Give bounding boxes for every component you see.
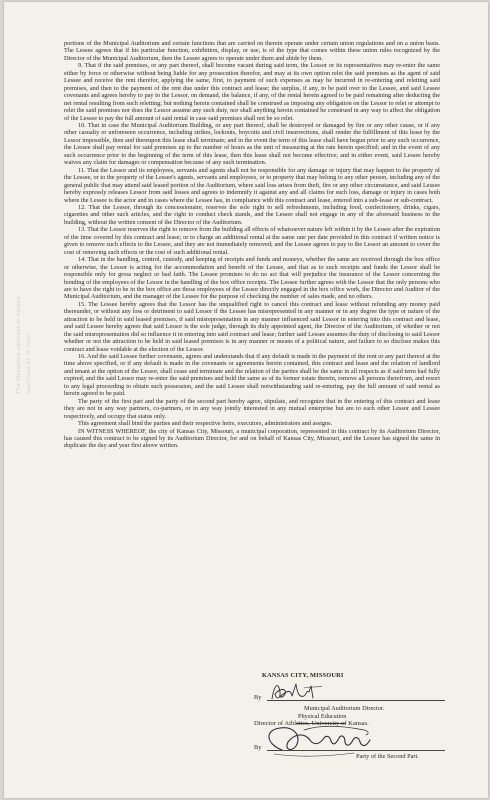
signer-department: Physical Education bbox=[298, 713, 347, 720]
contract-paragraph: 16. And the said Lessee further covenants, agrees and understands that if any default is made in the payment of the rent or any part thereof at the time above specified, or if any default is made in the covenants or agreements herein contained, this contract and lease and the relation of landlord and tenant at the option of the Lessor, shall cease and terminate and the relation of the parties shall be the same in all respects as if said term had fully expired, and the said Lessor may re-enter the said premises and hold the same as of its former estate therein, remove all persons therefrom, and resort to any legal proceeding to obtain such possession, and the said Lessee shall notwithstanding said re-entering, pay the full amount of said rental as herein agreed to be paid. bbox=[64, 353, 440, 398]
contract-paragraph: 15. The Lessee hereby agrees that the Lessor has the unqualified right to cancel this contract and lease without refunding any money paid thereunder, or without any loss or detriment to said Lessor if the Lessee has misrepresented in any manner or in any degree the type or nature of the attraction to be held in said leased premises, if said misrepresentation in any manner influenced said Lessor in entering into this contract and lease, and said Lessee hereby agrees that said Lessor is the sole judge, through its duly appointed agent, the Director of the Auditorium, of whether or not the said misrepresentation did so influence it in entering into said contract and lease; further said Lessee assumes the duty of disclosing to said Lessor whether or not the attraction to be held in said leased premises is in any manner or means of a political nature, and failure to so disclose makes this contract and lease voidable at the election of the Lessor. bbox=[64, 300, 440, 353]
document-page bbox=[4, 2, 488, 798]
contract-paragraph: portions of the Municipal Auditorium and certain functions that are carried on therein operate under certain union regulations and on a union basis. The Lessee agrees that if his particular function, exhibition, display, or use, is of the type that comes within these union rules recognized by the Director of the Municipal Auditorium, then the Lessee agrees to operate under them and abide by them. bbox=[64, 40, 440, 62]
signer-role: Municipal Auditorium Director. bbox=[304, 705, 385, 712]
strikethrough-mark bbox=[296, 723, 346, 724]
signature-2-tail bbox=[274, 753, 354, 756]
contract-paragraph: 12. That the Lessor, through its concessionaire, reserves the sole right to sell refreshments, including food, confectionery, drinks, cigars, cigarettes and other such articles, and the right to conduct check stands, and the Lessee shall not engage in any of the aforesaid business in the building, without the written consent of the Director of the Auditorium. bbox=[64, 203, 440, 226]
contract-paragraph: 11. That the Lessor and its employees, servants and agents shall not be responsible for any damage or injury that may happen to the property of the Lessee, or to the property of the Lessee's agents, servants and employees, or to property that may belong to any other person, including any of the general public that may attend said leased portion of the Auditorium, where said loss arises from theft, fire or any other circumstance, and said Lessee hereby expressly releases Lessor from said losses and agrees to indemnify it against any and all claims for such loss, damage or injury in cases both where the Lessee is the actor and in cases where the Lessee has, in compliance with this contract and lease, entered into a sub-lease or sub-contract. bbox=[64, 166, 440, 204]
signature-line-2 bbox=[267, 750, 445, 751]
margin-stamp-text: The foregoing contract is hereby bbox=[16, 295, 22, 394]
by-label-2: By bbox=[254, 744, 262, 751]
contract-paragraph: IN WITNESS WHEREOF, the city of Kansas City, Missouri, a municipal corporation, represented in this contract by its Auditorium Director, has caused this contract to be signed by its Auditorium Director, for and on behalf of Kansas City, Missouri, and the Lessee has signed the same in duplicate the day and year first above written. bbox=[64, 427, 440, 450]
contract-paragraph: This agreement shall bind the parties and their respective heirs, executors, administrators and assigns. bbox=[78, 420, 333, 428]
signature-2-flourish bbox=[304, 726, 368, 735]
contract-paragraph: 10. That in case the Municipal Auditorium Building, or any part thereof, shall be destroyed or damaged by fire or any other cause, or if any other casualty or unforeseen occurrence, including strikes, lockouts, boycotts and civil insurrections, shall render the fulfillment of this lease by the Lessor impossible, then and thereupon this lease shall terminate; and in the event the term of this lease shall have begun prior to any such occurrence, the Lessee shall pay rental for said premises up to the number of hours as the unit of measuring at the rate herein specified; and in the event of any such occurrence prior to the beginning of the term of this lease, then this lease shall not become effective; and in either event, said Lessee hereby waives any claim for damages or compensation because of any such termination. bbox=[64, 121, 440, 167]
contract-paragraph: 14. That in the handling, control, custody, and keeping of receipts and funds and moneys, whether the same are received through the box office or otherwise, the Lessor is acting for the accommodation and benefit of the Lessee, and that as to such receipts and funds the Lessor shall be responsible only for gross neglect or bad faith. The Lessee promises to do no act that will prejudice the insurance of the Lessor concerning the bonding of the employees of the Lessor in the handling of the box office receipts. The Lessee further agrees with the Lessor that the only persons who are to have the right to be in the box office are those employees of the Lessor directly engaged in the box office work, the Director and Auditor of the Municipal Auditorium, and the manager of the Lessee for the purpose of checking the number of sales made, and no others. bbox=[64, 256, 440, 301]
contract-paragraph: 9. That if the said premises, or any part thereof, shall become vacant during said term, the Lessor or its representatives may re-enter the same either by force or otherwise without being liable for any prosecution therefor, and may at its own option relet the said premises as the agent of said Lessee and receive the rent therefor, applying the same, first, to payment of such expenses as may be incurred in re-entering and reletting said premises, and then to the payment of the rent due under this contract and lease; the surplus, if any, to be paid over to the Lessee, and said Lessee covenants and agrees hereby to pay to the Lessor, on demand, the balance, if any, of the rental herein agreed to be paid remaining after deducting the net rental resulting from such reletting; but nothing herein contained shall be construed as imposing any obligation on the Lessor to relet or attempt to relet the said premises nor does the Lessor assume any such duty, nor shall anything herein contained be construed in any way to affect the obligation of the Lessee to pay the full amount of said rental in case said premises shall not be so relet. bbox=[64, 62, 440, 122]
signature-1-loop bbox=[304, 686, 322, 688]
signature-line bbox=[267, 700, 445, 701]
signature-2-stroke bbox=[269, 728, 370, 750]
margin-stamp-text-2: approved as to form bbox=[26, 333, 32, 394]
party-label: Party of the Second Part. bbox=[356, 753, 419, 760]
contract-body bbox=[64, 40, 440, 450]
by-label: By bbox=[254, 694, 262, 701]
signature-1-stroke bbox=[272, 684, 313, 699]
signer-role-2: Director of Athletics, University of Kansas. bbox=[254, 720, 369, 727]
contract-paragraph: The party of the first part and the party of the second part hereby agree, stipulate, and recognize that in the entering of this contract and lease they are not in any way partners, co-partners, or in any way jointly interested in any mutual enterprise but are to each other Lessor and Lessee respectively, and occupy that status only. bbox=[64, 397, 440, 420]
contract-paragraph: 13. That the Lessor reserves the right to remove from the building all effects of whatsoever nature left within it by the Lessee after the expiration of the time covered by this contract and lease; or to charge an additional rental at the same rate per date provided in this contract if written notice is given to remove such effects to the Lessee, and they are not immediately removed; and the Lessee agrees to pay to the Lessor an amount to cover the cost of removing such effects or the cost of such additional rental. bbox=[64, 226, 440, 256]
city-heading: KANSAS CITY, MISSOURI bbox=[262, 672, 344, 679]
